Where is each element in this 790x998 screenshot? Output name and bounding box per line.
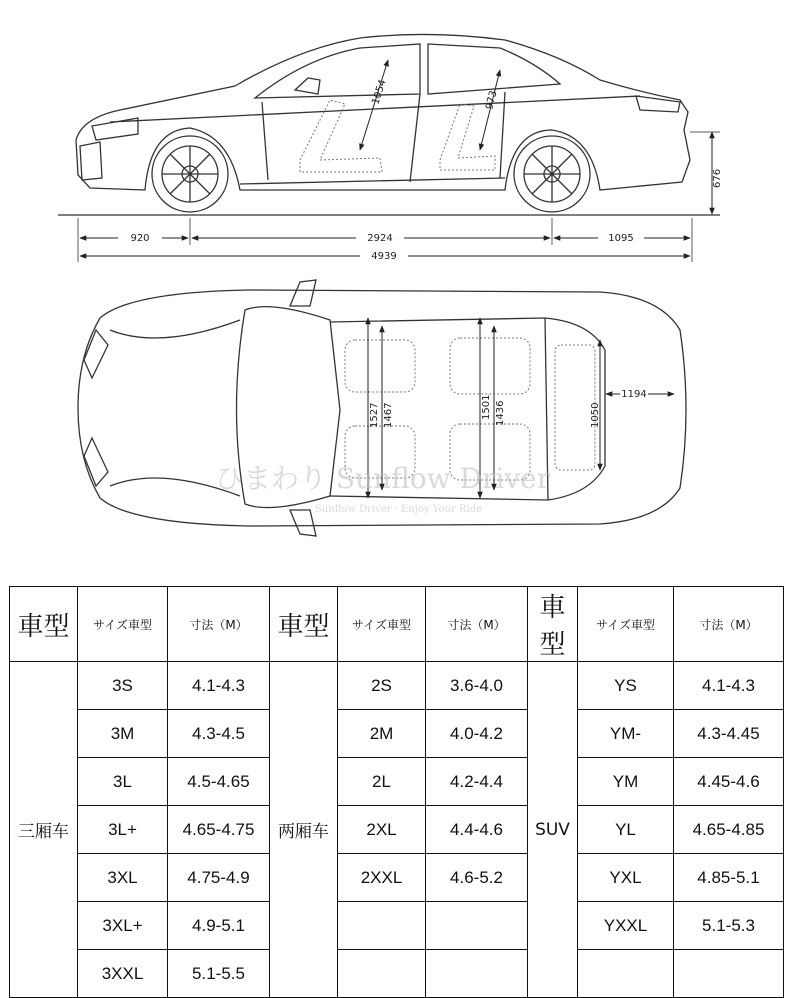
size-range: 4.85-5.1 <box>674 854 784 902</box>
size-range <box>426 950 528 998</box>
size-code: 3XL+ <box>78 902 168 950</box>
size-range: 4.3-4.5 <box>168 710 270 758</box>
dim-trunk-depth: 1050 <box>590 402 601 428</box>
size-code: 2M <box>338 710 426 758</box>
size-code: 3L <box>78 758 168 806</box>
dim-rear-hip: 1436 <box>495 400 506 426</box>
category-suv: SUV <box>528 662 578 998</box>
size-code: YS <box>578 662 674 710</box>
header-size: サイズ車型 <box>578 587 674 662</box>
watermark-main: ひまわり Sunflow Driver <box>215 462 551 495</box>
table-row <box>10 950 784 998</box>
size-range: 4.75-4.9 <box>168 854 270 902</box>
header-dims: 寸法（M） <box>674 587 784 662</box>
size-range: 4.1-4.3 <box>168 662 270 710</box>
header-dims: 寸法（M） <box>168 587 270 662</box>
size-code: 3XL <box>78 854 168 902</box>
header-type: 車型 <box>528 587 578 662</box>
header-type: 車型 <box>270 587 338 662</box>
size-code <box>578 950 674 998</box>
size-range: 4.45-4.6 <box>674 758 784 806</box>
table-row <box>10 758 784 806</box>
size-range: 4.65-4.85 <box>674 806 784 854</box>
size-code: YL <box>578 806 674 854</box>
size-code: 2S <box>338 662 426 710</box>
size-range: 4.5-4.65 <box>168 758 270 806</box>
size-range: 4.3-4.45 <box>674 710 784 758</box>
size-code: 3L+ <box>78 806 168 854</box>
size-range: 3.6-4.0 <box>426 662 528 710</box>
size-range: 4.1-4.3 <box>674 662 784 710</box>
dim-front-overhang: 920 <box>130 233 150 244</box>
table-row <box>10 902 784 950</box>
size-code: 2L <box>338 758 426 806</box>
size-code: YXXL <box>578 902 674 950</box>
size-code <box>338 902 426 950</box>
size-code: 3XXL <box>78 950 168 998</box>
size-range <box>674 950 784 998</box>
dim-front-headroom: 1054 <box>370 78 389 106</box>
size-range: 4.0-4.2 <box>426 710 528 758</box>
size-code: YM- <box>578 710 674 758</box>
side-view-wheels <box>152 136 590 212</box>
table-row <box>10 854 784 902</box>
size-code: 3S <box>78 662 168 710</box>
dim-trunk-width: 1194 <box>621 389 647 400</box>
size-code: 2XXL <box>338 854 426 902</box>
category-hatchback: 两厢车 <box>270 662 338 998</box>
size-range: 4.6-5.2 <box>426 854 528 902</box>
table-row <box>10 710 784 758</box>
size-code: 3M <box>78 710 168 758</box>
table-row <box>10 806 784 854</box>
dim-length: 4939 <box>371 251 397 262</box>
dim-rear-shoulder: 1501 <box>481 394 492 420</box>
size-range: 5.1-5.5 <box>168 950 270 998</box>
dim-rear-overhang: 1095 <box>608 233 634 244</box>
size-code: YXL <box>578 854 674 902</box>
dim-front-hip: 1467 <box>383 402 394 428</box>
size-range: 4.4-4.6 <box>426 806 528 854</box>
category-sedan: 三厢车 <box>10 662 78 998</box>
watermark-sub: Sunflow Driver · Enjoy Your Ride <box>315 504 482 515</box>
dim-wheelbase: 2924 <box>367 233 393 244</box>
size-range: 4.2-4.4 <box>426 758 528 806</box>
header-size: サイズ車型 <box>338 587 426 662</box>
size-code <box>338 950 426 998</box>
dim-height: 676 <box>712 168 723 188</box>
size-range: 5.1-5.3 <box>674 902 784 950</box>
size-code: 2XL <box>338 806 426 854</box>
size-range <box>426 902 528 950</box>
table-row <box>10 662 784 710</box>
dim-front-shoulder: 1527 <box>369 402 380 428</box>
header-type: 車型 <box>10 587 78 662</box>
header-size: サイズ車型 <box>78 587 168 662</box>
size-range: 4.9-5.1 <box>168 902 270 950</box>
car-size-table <box>9 586 784 998</box>
header-dims: 寸法（M） <box>426 587 528 662</box>
table-header-row <box>10 587 784 662</box>
size-range: 4.65-4.75 <box>168 806 270 854</box>
dim-rear-headroom: 973 <box>484 89 500 111</box>
size-code: YM <box>578 758 674 806</box>
side-view-car <box>76 34 690 190</box>
